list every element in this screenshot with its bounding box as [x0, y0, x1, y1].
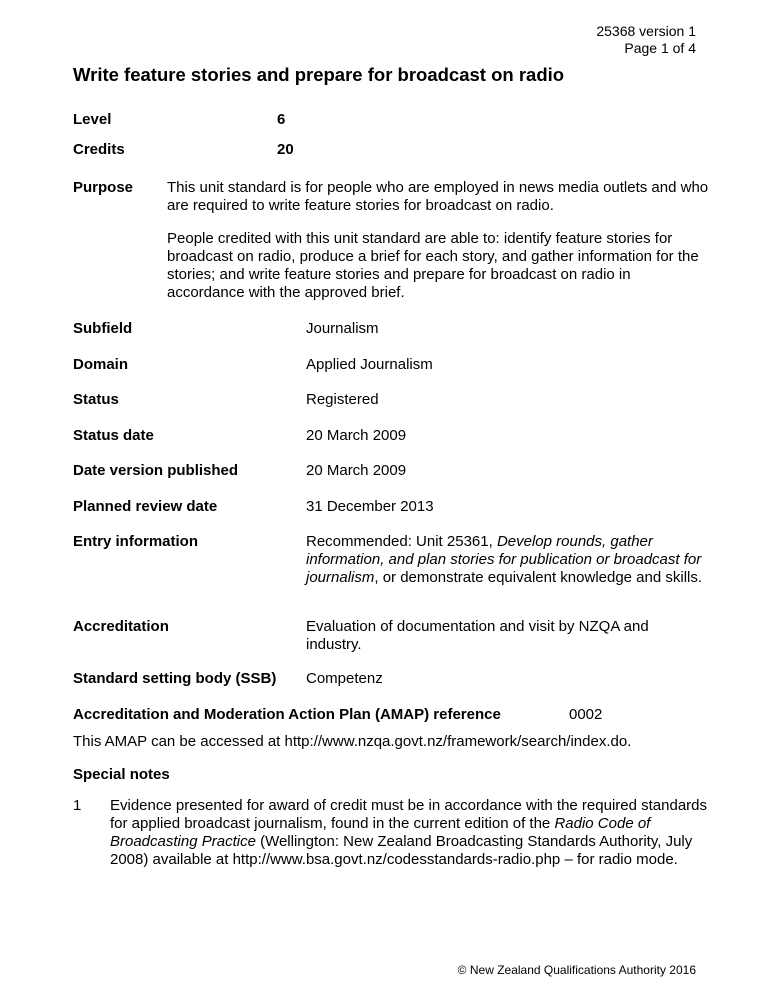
entry-pre: Recommended: Unit 25361, — [306, 533, 497, 550]
radio-code-title: Radio Code of Broadcasting Practice — [110, 815, 651, 850]
level-value: 6 — [277, 111, 286, 128]
date-version-published-label: Date version published — [73, 462, 239, 479]
document-code: 25368 version 1 — [596, 23, 696, 39]
amap-value: 0002 — [569, 706, 603, 723]
ssb-label: Standard setting body (SSB) — [73, 670, 277, 687]
amap-note: This AMAP can be accessed at http://www.nzqa.govt.nz/framework/search/index.do. — [73, 733, 632, 750]
credits-label: Credits — [73, 141, 125, 158]
level-label: Level — [73, 111, 112, 128]
accreditation-label: Accreditation — [73, 618, 169, 635]
accreditation-value: Evaluation of documentation and visit by NZQA and industry. — [306, 618, 649, 653]
purpose-paragraph-2: People credited with this unit standard are able to: identify feature stories for broadcast on radio, produce a brief for each story, and gather information for the stories; and write feature stories and prepare for broadcast on radio in accordance with the approved brief. — [167, 230, 699, 301]
domain-label: Domain — [73, 356, 129, 373]
entry-post: , or demonstrate equivalent knowledge and skills. — [374, 569, 703, 586]
status-label: Status — [73, 391, 119, 408]
footer-copyright — [458, 961, 696, 979]
amap-label: Accreditation and Moderation Action Plan (AMAP) reference — [73, 706, 501, 723]
subfield-label: Subfield — [73, 320, 133, 337]
purpose-paragraph-1: This unit standard is for people who are employed in news media outlets and who are required to write feature stories for broadcast on radio. — [167, 179, 709, 214]
special-note-number: 1 — [73, 797, 82, 814]
page-number: Page 1 of 4 — [624, 40, 696, 56]
status-date-label: Status date — [73, 427, 154, 444]
status-date-value: 20 March 2009 — [306, 427, 407, 444]
special-note-post: (Wellington: New Zealand Broadcasting Standards Authority, July 2008) available at http://www.bsa.govt.nz/codesstandards-radio.php – for radio mode. — [110, 833, 693, 868]
special-note-pre: Evidence presented for award of credit must be in accordance with the required standards for applied broadcast journalism, found in the current edition of the — [110, 797, 707, 832]
status-value: Registered — [306, 391, 379, 408]
ssb-value: Competenz — [306, 670, 383, 687]
subfield-value: Journalism — [306, 320, 379, 337]
date-version-published-value: 20 March 2009 — [306, 462, 407, 479]
special-note-text — [110, 797, 710, 869]
credits-value: 20 — [277, 141, 294, 158]
page-title: Write feature stories and prepare for broadcast on radio — [73, 64, 565, 85]
entry-information-label: Entry information — [73, 533, 199, 550]
planned-review-date-value: 31 December 2013 — [306, 498, 434, 515]
entry-unit-title: Develop rounds, gather information, and plan stories for publication or broadcast for journalism — [306, 533, 702, 586]
domain-value: Applied Journalism — [306, 356, 433, 373]
special-notes-heading: Special notes — [73, 766, 170, 783]
footer-text: New Zealand Qualifications Authority 2016 — [469, 963, 696, 977]
entry-information-value — [306, 533, 706, 587]
purpose-label: Purpose — [73, 179, 134, 196]
planned-review-date-label: Planned review date — [73, 498, 218, 515]
copyright-icon: © — [457, 963, 467, 977]
